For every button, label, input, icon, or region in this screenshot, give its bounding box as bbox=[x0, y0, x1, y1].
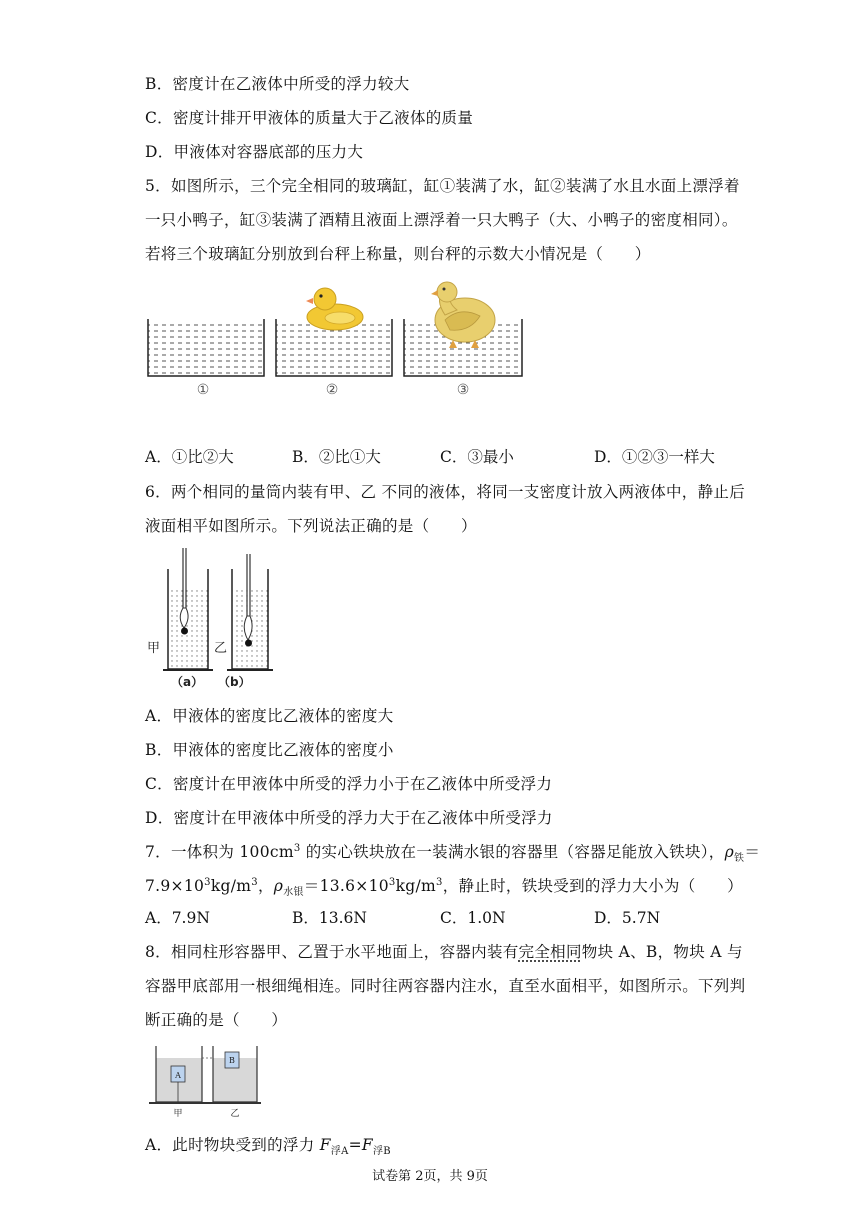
q6-option-d: D．密度计在甲液体中所受的浮力大于在乙液体中所受浮力 bbox=[145, 809, 553, 827]
q5-option-a: A．①比②大 bbox=[145, 448, 234, 466]
container-jia bbox=[156, 1046, 202, 1102]
q4-option-d: D．甲液体对容器底部的压力大 bbox=[145, 143, 364, 161]
q8-stem-line1: 8．相同柱形容器甲、乙置于水平地面上，容器内装有完全相同物块 A、B，物块 A 与 bbox=[145, 943, 743, 961]
cylinder-b bbox=[227, 554, 273, 670]
page-footer: 试卷第 2页，共 9页 bbox=[372, 1169, 488, 1184]
label-yi: 乙 bbox=[214, 641, 228, 656]
label-yi: 乙 bbox=[230, 1109, 240, 1118]
caption-b: （b） bbox=[218, 675, 251, 689]
q8-stem-line3: 断正确的是（ ） bbox=[145, 1011, 288, 1029]
block-a-label: A bbox=[175, 1071, 181, 1080]
q5-option-c: C．③最小 bbox=[440, 448, 514, 466]
q7-stem-line1: 7．一体积为 $100cm^3$ 的实心铁块放在一装满水银的容器里（容器足能放入铁块），$\rho_铁=$ bbox=[145, 842, 761, 865]
tank-2-label: ② bbox=[325, 382, 339, 398]
q6-option-a: A．甲液体的密度比乙液体的密度大 bbox=[145, 707, 394, 725]
caption-a: （a） bbox=[171, 675, 204, 689]
q6-figure-cylinders bbox=[145, 544, 285, 692]
label-jia: 甲 bbox=[147, 641, 161, 656]
q5-stem-line3: 若将三个玻璃缸分别放到台秤上称量，则台秤的示数大小情况是（ ） bbox=[145, 245, 651, 263]
small-duck-icon bbox=[306, 288, 363, 330]
tank-1 bbox=[148, 319, 264, 376]
q7-option-b: B．13.6N bbox=[292, 909, 367, 927]
tank-1-label: ① bbox=[196, 382, 210, 398]
q6-stem-line2: 液面相平如图所示。下列说法正确的是（ ） bbox=[145, 517, 477, 535]
q4-option-b: B．密度计在乙液体中所受的浮力较大 bbox=[145, 75, 410, 93]
q4-option-c: C．密度计排开甲液体的质量大于乙液体的质量 bbox=[145, 109, 474, 127]
q7-option-c: C．1.0N bbox=[440, 909, 506, 927]
q7-stem-line2: $7.9\times 10^3kg/m^3$，$\rho_{水银}=13.6\times 10^3kg/m^3$，静止时，铁块受到的浮力大小为（ ） bbox=[145, 876, 743, 899]
block-b-label: B bbox=[229, 1056, 235, 1065]
tank-3-label: ③ bbox=[456, 382, 470, 398]
q5-stem-line2: 一只小鸭子，缸③装满了酒精且液面上漂浮着一只大鸭子（大、小鸭子的密度相同）。 bbox=[145, 211, 738, 229]
q8-figure-containers bbox=[145, 1040, 265, 1118]
q6-option-b: B．甲液体的密度比乙液体的密度小 bbox=[145, 741, 394, 759]
q5-option-b: B．②比①大 bbox=[292, 448, 381, 466]
q6-option-c: C．密度计在甲液体中所受的浮力小于在乙液体中所受浮力 bbox=[145, 775, 553, 793]
q5-option-d: D．①②③一样大 bbox=[594, 448, 715, 466]
q7-option-d: D．5.7N bbox=[594, 909, 661, 927]
q8-option-a: A．此时物块受到的浮力 $F_{浮A}=F_{浮B}$ bbox=[145, 1136, 391, 1158]
q5-stem-line1: 5．如图所示，三个完全相同的玻璃缸，缸①装满了水，缸②装满了水且水面上漂浮着 bbox=[145, 177, 740, 195]
q8-stem-line2: 容器甲底部用一根细绳相连。同时往两容器内注水，直至水面相平，如图所示。下列判 bbox=[145, 977, 746, 995]
label-jia: 甲 bbox=[173, 1109, 183, 1118]
q5-figure-tanks bbox=[145, 280, 535, 405]
q7-option-a: A．7.9N bbox=[145, 909, 210, 927]
q6-stem-line1: 6．两个相同的量筒内装有甲、乙 不同的液体，将同一支密度计放入两液体中，静止后 bbox=[145, 483, 745, 501]
cylinder-a bbox=[163, 548, 213, 670]
container-yi bbox=[213, 1046, 257, 1102]
